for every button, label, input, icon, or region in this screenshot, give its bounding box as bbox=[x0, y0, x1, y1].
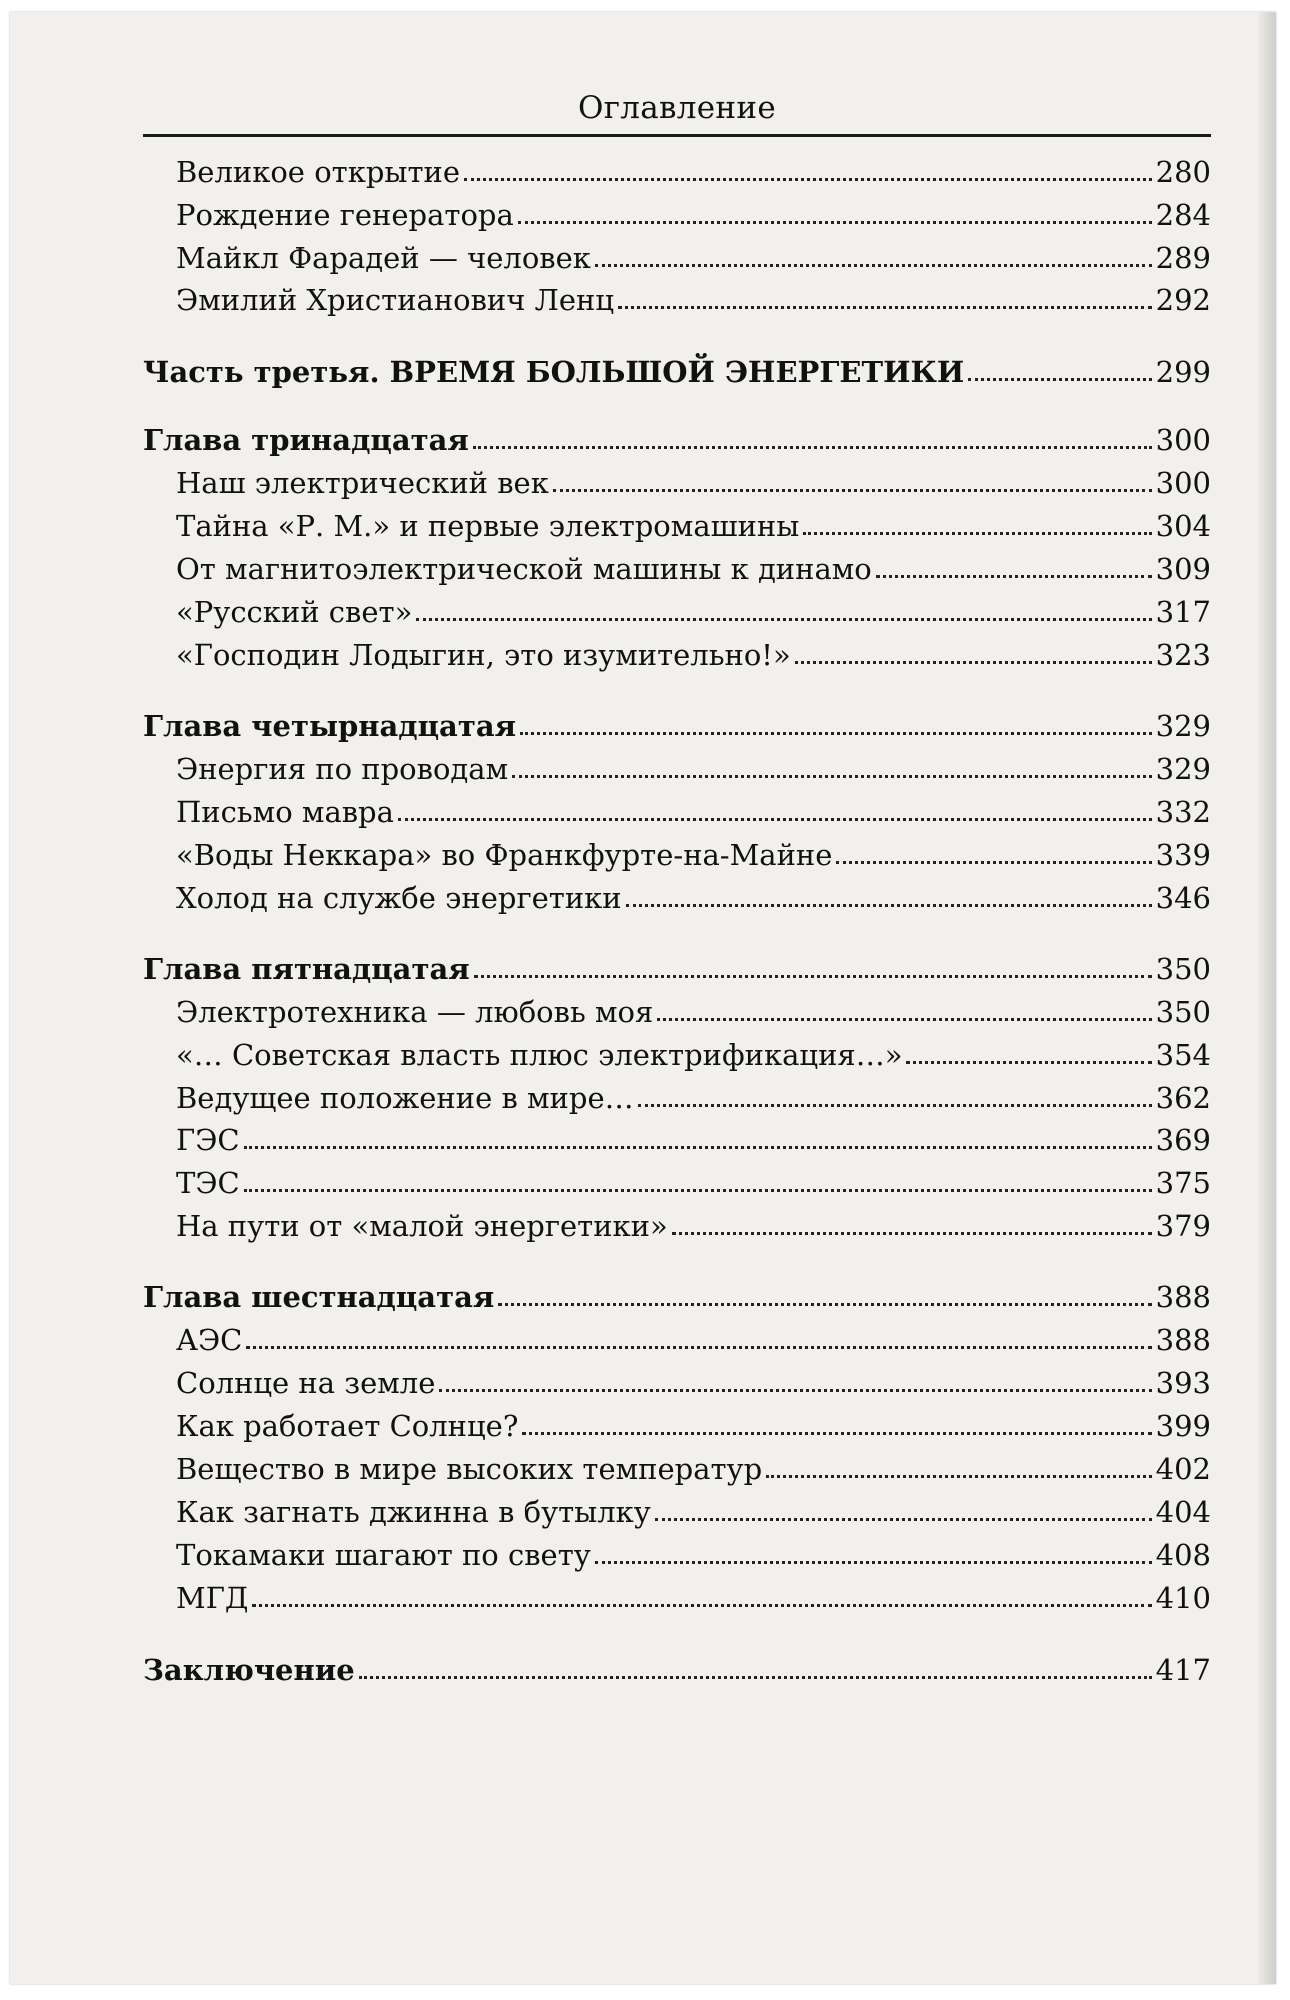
toc-entry-title: Рождение генератора bbox=[176, 198, 514, 232]
dot-leader bbox=[836, 860, 1151, 864]
toc-entry-title: Майкл Фарадей — человек bbox=[176, 241, 591, 275]
toc-entry bbox=[176, 1361, 1211, 1401]
toc-entry bbox=[176, 790, 1211, 830]
header-rule bbox=[143, 134, 1211, 137]
dot-leader bbox=[595, 1560, 1152, 1564]
toc-chapter-heading bbox=[143, 947, 1211, 987]
toc-entry-page: 410 bbox=[1155, 1581, 1211, 1615]
toc-entry bbox=[176, 278, 1211, 318]
toc-entry bbox=[176, 1533, 1211, 1573]
toc-entry-title: Заключение bbox=[143, 1653, 355, 1687]
toc-entry-title: Тайна «Р. М.» и первые электромашины bbox=[176, 509, 800, 543]
toc-entry bbox=[176, 876, 1211, 916]
toc-entry bbox=[176, 833, 1211, 873]
dot-leader bbox=[518, 220, 1152, 224]
toc-entry-page: 332 bbox=[1155, 795, 1211, 829]
dot-leader bbox=[803, 531, 1151, 535]
dot-leader bbox=[464, 177, 1152, 181]
toc-entry-title: ТЭС bbox=[176, 1166, 240, 1200]
toc-entry-title: Глава четырнадцатая bbox=[143, 709, 517, 743]
toc-entry bbox=[176, 193, 1211, 233]
toc-entry-title: Вещество в мире высоких температур bbox=[176, 1452, 763, 1486]
dot-leader bbox=[553, 488, 1152, 492]
book-page bbox=[10, 12, 1276, 1984]
toc-entry-title: Великое открытие bbox=[176, 155, 460, 189]
dot-leader bbox=[522, 1431, 1151, 1435]
toc-entry-page: 329 bbox=[1155, 752, 1211, 786]
toc-chapter-heading bbox=[143, 418, 1211, 458]
dot-leader bbox=[498, 1302, 1151, 1306]
dot-leader bbox=[795, 660, 1152, 664]
dot-leader bbox=[595, 263, 1152, 267]
dot-leader bbox=[672, 1231, 1152, 1235]
dot-leader bbox=[398, 817, 1152, 821]
dot-leader bbox=[474, 974, 1152, 978]
dot-leader bbox=[244, 1188, 1152, 1192]
toc-entry-page: 304 bbox=[1155, 509, 1211, 543]
toc-entry-page: 402 bbox=[1155, 1452, 1211, 1486]
toc-entry bbox=[176, 547, 1211, 587]
toc-entry-title: От магнитоэлектрической машины к динамо bbox=[176, 552, 872, 586]
toc-entry-title: Глава шестнадцатая bbox=[143, 1280, 495, 1314]
toc-entry-title: Как работает Солнце? bbox=[176, 1409, 519, 1443]
toc-entry bbox=[176, 590, 1211, 630]
toc-entry-title: Наш электрический век bbox=[176, 466, 549, 500]
toc-entry-title: На пути от «малой энергетики» bbox=[176, 1209, 668, 1243]
dot-leader bbox=[244, 1145, 1152, 1149]
toc-entry-title: Часть третья. ВРЕМЯ БОЛЬШОЙ ЭНЕРГЕТИКИ bbox=[143, 355, 965, 389]
toc-entry-page: 317 bbox=[1155, 595, 1211, 629]
toc-chapter-heading bbox=[143, 1648, 1211, 1688]
dot-leader bbox=[638, 1103, 1152, 1107]
toc-entry-page: 375 bbox=[1155, 1166, 1211, 1200]
dot-leader bbox=[906, 1060, 1151, 1064]
toc-entry bbox=[176, 1576, 1211, 1616]
toc-entry bbox=[176, 1161, 1211, 1201]
toc-entry-page: 354 bbox=[1155, 1038, 1211, 1072]
toc-entry-page: 399 bbox=[1155, 1409, 1211, 1443]
toc-entry-title: ГЭС bbox=[176, 1123, 240, 1157]
toc-entry-page: 300 bbox=[1155, 423, 1211, 457]
dot-leader bbox=[626, 903, 1152, 907]
toc-entry-page: 369 bbox=[1155, 1123, 1211, 1157]
toc-entry-page: 300 bbox=[1155, 466, 1211, 500]
toc-entry-title: Глава пятнадцатая bbox=[143, 952, 470, 986]
dot-leader bbox=[657, 1017, 1151, 1021]
toc-entry-title: Токамаки шагают по свету bbox=[176, 1538, 591, 1572]
toc-entry-page: 323 bbox=[1155, 638, 1211, 672]
dot-leader bbox=[655, 1517, 1152, 1521]
toc-entry-page: 292 bbox=[1155, 283, 1211, 317]
dot-leader bbox=[512, 774, 1152, 778]
toc-entry-page: 339 bbox=[1155, 838, 1211, 872]
toc-entry-page: 417 bbox=[1155, 1653, 1211, 1687]
dot-leader bbox=[520, 731, 1152, 735]
toc-entry bbox=[176, 747, 1211, 787]
dot-leader bbox=[766, 1474, 1151, 1478]
toc-entry bbox=[176, 1447, 1211, 1487]
toc-entry-page: 379 bbox=[1155, 1209, 1211, 1243]
toc-entry bbox=[176, 1204, 1211, 1244]
toc-entry-title: Электротехника — любовь моя bbox=[176, 995, 654, 1029]
toc-entry bbox=[176, 150, 1211, 190]
dot-leader bbox=[876, 574, 1152, 578]
toc-entry-title: «Господин Лодыгин, это изумительно!» bbox=[176, 638, 791, 672]
toc-entry-page: 284 bbox=[1155, 198, 1211, 232]
dot-leader bbox=[439, 1388, 1151, 1392]
toc-entry-page: 299 bbox=[1155, 355, 1211, 389]
toc-entry bbox=[176, 504, 1211, 544]
toc-entry-title: МГД bbox=[176, 1581, 249, 1615]
toc-entry bbox=[176, 633, 1211, 673]
dot-leader bbox=[359, 1675, 1152, 1679]
toc-entry-title: «Воды Неккара» во Франкфурте-на-Майне bbox=[176, 838, 833, 872]
toc-chapter-heading bbox=[143, 704, 1211, 744]
toc-entry bbox=[176, 1490, 1211, 1530]
dot-leader bbox=[252, 1603, 1151, 1607]
toc-entry-page: 280 bbox=[1155, 155, 1211, 189]
toc-entry bbox=[176, 1404, 1211, 1444]
toc-entry-title: Ведущее положение в мире… bbox=[176, 1081, 634, 1115]
toc-entry bbox=[176, 236, 1211, 276]
toc-entry bbox=[176, 461, 1211, 501]
toc-entry-page: 408 bbox=[1155, 1538, 1211, 1572]
toc-entry-title: Письмо мавра bbox=[176, 795, 394, 829]
toc-entry bbox=[176, 1318, 1211, 1358]
toc-entry-page: 388 bbox=[1155, 1323, 1211, 1357]
toc-entry-title: Глава тринадцатая bbox=[143, 423, 469, 457]
toc-entry-page: 393 bbox=[1155, 1366, 1211, 1400]
toc-entry-title: Холод на службе энергетики bbox=[176, 881, 622, 915]
toc-entry-page: 346 bbox=[1155, 881, 1211, 915]
toc-part-heading bbox=[143, 350, 1211, 390]
toc-entry bbox=[176, 990, 1211, 1030]
toc-entry-title: Солнце на земле bbox=[176, 1366, 436, 1400]
toc-entry-page: 388 bbox=[1155, 1280, 1211, 1314]
toc-entry bbox=[176, 1076, 1211, 1116]
dot-leader bbox=[416, 617, 1151, 621]
toc-entry-page: 362 bbox=[1155, 1081, 1211, 1115]
toc-entry-title: «Русский свет» bbox=[176, 595, 413, 629]
page-header-title: Оглавление bbox=[578, 90, 776, 126]
toc-entry bbox=[176, 1118, 1211, 1158]
toc-entry-page: 404 bbox=[1155, 1495, 1211, 1529]
toc-entry-page: 329 bbox=[1155, 709, 1211, 743]
dot-leader bbox=[473, 445, 1152, 449]
toc-entry-title: АЭС bbox=[176, 1323, 243, 1357]
toc-entry bbox=[176, 1033, 1211, 1073]
toc-entry-title: Эмилий Христианович Ленц bbox=[176, 283, 614, 317]
toc-entry-page: 350 bbox=[1155, 952, 1211, 986]
dot-leader bbox=[246, 1345, 1151, 1349]
toc-chapter-heading bbox=[143, 1275, 1211, 1315]
dot-leader bbox=[618, 305, 1152, 309]
toc-entry-page: 309 bbox=[1155, 552, 1211, 586]
toc-entry-title: Энергия по проводам bbox=[176, 752, 509, 786]
toc-entry-title: Как загнать джинна в бутылку bbox=[176, 1495, 651, 1529]
toc-entry-page: 289 bbox=[1155, 241, 1211, 275]
toc-entry-title: «… Советская власть плюс электрификация…» bbox=[176, 1038, 903, 1072]
dot-leader bbox=[968, 377, 1151, 381]
toc-entry-page: 350 bbox=[1155, 995, 1211, 1029]
